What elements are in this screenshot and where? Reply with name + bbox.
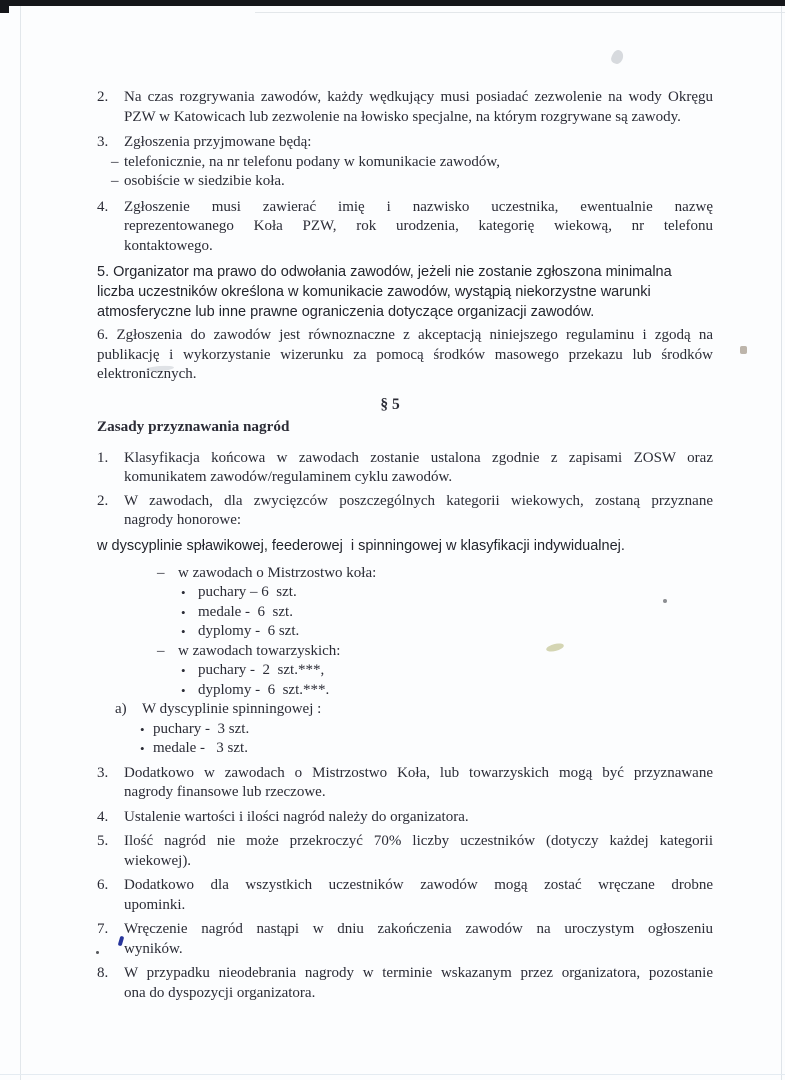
paper-edge-left <box>20 6 21 1080</box>
text-line: Dodatkowo dla wszystkich uczestników zawodów mogą zostać wręczane drobne <box>124 877 713 893</box>
sub-list-item <box>111 153 713 173</box>
bullet-item <box>181 661 713 681</box>
item-number: 6. <box>97 877 109 893</box>
item-number: 7. <box>97 921 109 937</box>
text-line: osobiście w siedzibie koła. <box>124 173 285 189</box>
text-line: 6. Zgłoszenia do zawodów jest równoznaczne z akceptacją niniejszego regulaminu i zgodą na <box>97 327 713 343</box>
item-number: 4. <box>97 198 109 215</box>
text-line: puchary – 6 szt. <box>198 584 297 600</box>
bullet-item <box>181 681 713 701</box>
paper-edge-right <box>781 6 782 1080</box>
document-body <box>97 88 713 1003</box>
scan-hairline <box>255 12 785 13</box>
dash-marker: – <box>157 642 165 659</box>
scanner-edge-corner <box>0 0 9 13</box>
dash-marker: – <box>111 153 119 170</box>
item-number: 5. <box>97 833 109 849</box>
list-item <box>97 262 713 322</box>
text-line: atmosferyczne lub inne prawne ograniczenia dotyczące organizacji zawodów. <box>97 304 595 320</box>
text-line: PZW w Katowicach lub zezwolenie na łowisko specjalne, na którym rozgrywane są zawody. <box>124 108 681 125</box>
item-number: 8. <box>97 965 109 981</box>
text-line: w zawodach o Mistrzostwo koła: <box>178 564 377 581</box>
text-line: kontaktowego. <box>124 237 213 254</box>
list-item <box>97 920 713 959</box>
text-line: Ilość nagród nie może przekroczyć 70% liczby uczestników (dotyczy każdej kategorii <box>124 833 713 849</box>
text-line: upominki. <box>124 896 186 913</box>
paper-edge-bottom <box>0 1074 785 1075</box>
list-item <box>97 808 713 828</box>
text-line: Dodatkowo w zawodach o Mistrzostwo Koła, lub towarzyskich mogą być przyznawane <box>124 764 713 781</box>
dash-marker: – <box>157 564 165 581</box>
text-line: Ustalenie wartości i ilości nagród należy do organizatora. <box>124 808 469 825</box>
item-number: 1. <box>97 449 109 466</box>
bullet-item <box>140 720 713 740</box>
text-line: reprezentowanego Koła PZW, rok urodzenia, kategorię wiekową, nr telefonu <box>124 218 713 234</box>
text-line: publikację i wykorzystanie wizerunku za pomocą środków masowego przekazu lub środków <box>97 346 713 363</box>
text-line: telefonicznie, na nr telefonu podany w komunikacie zawodów, <box>124 153 500 170</box>
text-line: W zawodach, dla zwycięzców poszczególnych kategorii wiekowych, zostaną przyznane <box>124 492 713 509</box>
text-line: Na czas rozgrywania zawodów, każdy wędkujący musi posiadać zezwolenie na wody Okręgu <box>124 89 713 105</box>
list-item <box>97 449 713 488</box>
letter-marker: a) <box>115 701 127 717</box>
bullet-marker: • <box>181 585 186 600</box>
sub-list-item <box>115 700 713 720</box>
dash-marker: – <box>111 173 119 189</box>
section-title: Zasady przyznawania nagród <box>97 417 290 435</box>
list-item <box>97 88 713 127</box>
text-line: wiekowej). <box>124 852 192 869</box>
bullet-item <box>181 603 713 623</box>
item-number: 3. <box>97 134 109 150</box>
text-line: puchary - 3 szt. <box>153 720 250 737</box>
list-item <box>97 326 713 385</box>
text-line: medale - 3 szt. <box>153 740 248 756</box>
text-line: puchary - 2 szt.***, <box>198 662 325 678</box>
scanner-edge-top <box>0 0 785 6</box>
bullet-marker: • <box>181 604 186 620</box>
text-line: W dyscyplinie spinningowej : <box>142 701 322 717</box>
text-line: Wręczenie nagród nastąpi w dniu zakończenia zawodów na uroczystym ogłoszeniu <box>124 921 713 937</box>
bullet-item <box>181 583 713 603</box>
item-number: 2. <box>97 89 109 105</box>
text-line: Zgłoszenie musi zawierać imię i nazwisko uczestnika, ewentualnie nazwę <box>124 198 713 215</box>
sub-list-item <box>157 564 713 584</box>
text-line: elektronicznych. <box>97 366 197 382</box>
text-line: nagrody finansowe lub rzeczowe. <box>124 784 326 800</box>
text-line: komunikatem zawodów/regulaminem cyklu zawodów. <box>124 469 453 485</box>
list-item <box>97 876 713 915</box>
text-line: nagrody honorowe: <box>124 512 242 528</box>
bullet-item <box>181 622 713 642</box>
sub-list-item <box>111 172 713 192</box>
text-line: Klasyfikacja końcowa w zawodach zostanie ustalona zgodnie z zapisami ZOSW oraz <box>124 449 713 466</box>
text-line: Zgłoszenia przyjmowane będą: <box>124 134 312 150</box>
bullet-marker: • <box>181 682 186 698</box>
list-item <box>97 964 713 1003</box>
list-item <box>97 198 713 257</box>
sub-list-item <box>157 642 713 662</box>
list-item <box>97 492 713 531</box>
item-number: 2. <box>97 492 109 509</box>
text-line: liczba uczestników określona w komunikacie zawodów, wystąpią niekorzystne warunki <box>97 284 651 300</box>
text-line: ona do dyspozycji organizatora. <box>124 984 316 1001</box>
text-line: medale - 6 szt. <box>198 603 293 620</box>
note-line <box>97 536 713 556</box>
text-line: dyplomy - 6 szt. <box>198 623 300 639</box>
list-item <box>97 133 713 153</box>
bullet-marker: • <box>181 624 186 639</box>
bullet-item <box>140 739 713 759</box>
text-line: dyplomy - 6 szt.***. <box>198 681 330 698</box>
scan-speck <box>740 346 747 354</box>
item-number: 4. <box>97 808 109 825</box>
list-item <box>97 832 713 871</box>
scan-smudge <box>610 48 626 65</box>
item-number: 3. <box>97 764 109 781</box>
bullet-marker: • <box>181 663 186 678</box>
bullet-marker: • <box>140 741 145 756</box>
section-heading: § 5 <box>380 395 400 413</box>
text-line: wyników. <box>124 940 183 957</box>
text-line: w dyscyplinie spławikowej, feederowej i spinningowej w klasyfikacji indywidualnej. <box>97 537 625 554</box>
bullet-marker: • <box>140 721 145 737</box>
text-line: 5. Organizator ma prawo do odwołania zawodów, jeżeli nie zostanie zgłoszona minimalna <box>97 264 672 280</box>
list-item <box>97 764 713 803</box>
text-line: W przypadku nieodebrania nagrody w terminie wskazanym przez organizatora, pozostanie <box>124 965 713 981</box>
text-line: w zawodach towarzyskich: <box>178 642 341 659</box>
